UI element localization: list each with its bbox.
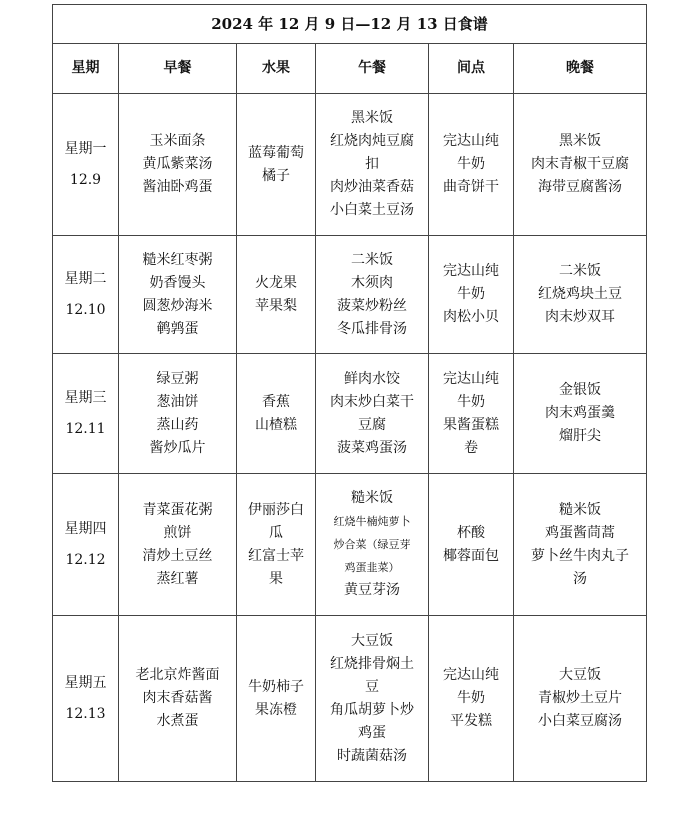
fruit-item: 苹果梨 [255, 297, 297, 314]
lunch-item: 小白菜土豆汤 [330, 202, 414, 218]
snack-item: 完达山纯 [443, 263, 499, 279]
breakfast-item: 玉米面条 [149, 133, 206, 149]
lunch-item: 大豆饭 [351, 632, 393, 649]
snack-item: 卷 [464, 439, 478, 456]
lunch-item: 菠菜炒粉丝 [337, 297, 407, 314]
lunch-item: 豆 [365, 678, 379, 695]
fruit-item: 香蕉 [262, 393, 290, 410]
fruit-item: 果 [269, 570, 283, 587]
fruit-cell [237, 354, 316, 474]
lunch-item: 冬瓜排骨汤 [337, 320, 407, 337]
breakfast-cell [119, 354, 237, 474]
breakfast-item: 黄瓜紫菜汤 [142, 156, 213, 172]
snack-item: 平发糕 [450, 713, 492, 729]
weekday-cell [53, 94, 119, 236]
lunch-cell [316, 616, 429, 782]
fruit-item: 蓝莓葡萄 [248, 144, 304, 161]
breakfast-item: 葱油饼 [156, 393, 199, 410]
snack-item: 牛奶 [457, 156, 485, 172]
fruit-item: 红富士苹 [248, 547, 304, 564]
breakfast-item: 煎饼 [163, 524, 192, 541]
header-lunch: 午餐 [316, 44, 429, 94]
dinner-item: 汤 [573, 570, 587, 587]
date-label: 12.10 [65, 301, 106, 318]
dinner-item: 小白菜豆腐汤 [538, 713, 622, 729]
breakfast-item: 奶香馒头 [149, 274, 206, 291]
snack-item: 牛奶 [457, 393, 485, 410]
lunch-item: 鲜肉水饺 [344, 370, 400, 387]
fruit-cell [237, 236, 316, 354]
menu-row [53, 236, 647, 354]
snack-cell [429, 94, 514, 236]
snack-item: 果酱蛋糕 [443, 416, 499, 433]
fruit-cell [237, 616, 316, 782]
snack-item: 肉松小贝 [443, 309, 499, 325]
lunch-item: 菠菜鸡蛋汤 [337, 439, 407, 456]
dinner-item: 大豆饭 [559, 667, 601, 683]
dinner-item: 萝卜丝牛肉丸子 [531, 547, 629, 564]
breakfast-cell [119, 616, 237, 782]
dinner-item: 糙米饭 [559, 501, 601, 518]
fruit-item: 橘子 [262, 167, 290, 184]
date-label: 12.9 [69, 171, 102, 188]
breakfast-item: 青菜蛋花粥 [142, 501, 213, 518]
date-label: 12.12 [65, 551, 106, 568]
dinner-cell [514, 94, 647, 236]
weekday-label: 星期五 [64, 674, 107, 691]
weekday-label: 星期二 [64, 270, 107, 287]
dinner-item: 肉末炒双耳 [545, 309, 615, 325]
lunch-item: 鸡蛋韭菜） [344, 561, 400, 574]
dinner-cell [514, 236, 647, 354]
lunch-item: 黑米饭 [351, 110, 393, 126]
fruit-item: 果冻橙 [255, 701, 297, 718]
lunch-item: 二米饭 [351, 251, 393, 268]
weekday-cell [53, 616, 119, 782]
breakfast-item: 清炒土豆丝 [142, 547, 213, 564]
dinner-item: 红烧鸡块土豆 [538, 286, 622, 302]
lunch-item: 红烧牛楠炖萝卜 [333, 515, 411, 528]
lunch-item: 炒合菜（绿豆芽 [333, 538, 411, 551]
weekday-label: 星期一 [64, 140, 107, 157]
breakfast-cell [119, 236, 237, 354]
breakfast-item: 绿豆粥 [156, 370, 199, 387]
lunch-item: 木须肉 [351, 274, 393, 291]
lunch-item: 豆腐 [358, 416, 386, 433]
weekday-cell [53, 474, 119, 616]
snack-cell [429, 616, 514, 782]
fruit-item: 火龙果 [255, 274, 297, 291]
breakfast-item: 酱油卧鸡蛋 [142, 179, 213, 195]
lunch-item: 黄豆芽汤 [344, 582, 400, 598]
fruit-cell [237, 94, 316, 236]
menu-table [52, 4, 647, 782]
breakfast-item: 圆葱炒海米 [142, 297, 213, 314]
lunch-item: 糙米饭 [351, 490, 393, 506]
lunch-cell [316, 354, 429, 474]
lunch-item: 红烧肉炖豆腐 [330, 133, 414, 149]
fruit-cell [237, 474, 316, 616]
lunch-cell [316, 236, 429, 354]
snack-cell [429, 354, 514, 474]
breakfast-item: 糙米红枣粥 [142, 251, 213, 268]
lunch-item: 扣 [365, 156, 379, 172]
fruit-item: 伊丽莎白 [248, 501, 304, 518]
breakfast-item: 肉末香菇酱 [142, 690, 213, 706]
breakfast-item: 蒸红薯 [156, 570, 199, 587]
weekday-cell [53, 236, 119, 354]
header-snack: 间点 [429, 44, 514, 94]
menu-row [53, 474, 647, 616]
dinner-item: 海带豆腐酱汤 [538, 179, 622, 195]
header-dinner: 晚餐 [514, 44, 647, 94]
dinner-item: 金银饭 [559, 382, 601, 398]
breakfast-cell [119, 94, 237, 236]
dinner-cell [514, 354, 647, 474]
snack-cell [429, 236, 514, 354]
dinner-cell [514, 474, 647, 616]
dinner-item: 二米饭 [559, 263, 601, 279]
snack-item: 牛奶 [457, 286, 485, 302]
fruit-item: 瓜 [269, 524, 283, 541]
lunch-item: 角瓜胡萝卜炒 [330, 701, 414, 718]
date-label: 12.13 [65, 705, 106, 722]
menu-row [53, 354, 647, 474]
snack-item: 完达山纯 [443, 133, 499, 149]
header-row [53, 44, 647, 94]
breakfast-item: 鹌鹑蛋 [156, 320, 199, 337]
breakfast-item: 蒸山药 [156, 416, 199, 433]
dinner-item: 肉末鸡蛋羹 [545, 405, 615, 421]
snack-item: 完达山纯 [443, 370, 499, 387]
menu-row [53, 616, 647, 782]
snack-cell [429, 474, 514, 616]
fruit-item: 山楂糕 [255, 416, 297, 433]
snack-item: 曲奇饼干 [443, 179, 499, 195]
lunch-item: 时蔬菌菇汤 [337, 747, 407, 764]
snack-item: 完达山纯 [443, 667, 499, 683]
lunch-item: 红烧排骨焖土 [330, 655, 414, 672]
breakfast-item: 水煮蛋 [156, 713, 199, 729]
weekday-cell [53, 354, 119, 474]
fruit-item: 牛奶柿子 [248, 678, 304, 695]
breakfast-item: 老北京炸酱面 [135, 667, 220, 683]
dinner-item: 青椒炒土豆片 [538, 690, 622, 706]
menu-row [53, 94, 647, 236]
dinner-item: 黑米饭 [559, 133, 601, 149]
dinner-cell [514, 616, 647, 782]
weekday-label: 星期三 [64, 389, 107, 406]
lunch-cell [316, 94, 429, 236]
lunch-item: 鸡蛋 [358, 724, 386, 741]
lunch-cell [316, 474, 429, 616]
breakfast-cell [119, 474, 237, 616]
lunch-item: 肉炒油菜香菇 [330, 179, 414, 195]
header-fruit: 水果 [237, 44, 316, 94]
dinner-item: 鸡蛋酱茼蒿 [545, 524, 615, 541]
snack-item: 杯酸 [457, 524, 485, 541]
header-breakfast: 早餐 [119, 44, 237, 94]
dinner-item: 肉末青椒干豆腐 [531, 156, 629, 172]
snack-item: 牛奶 [457, 690, 485, 706]
snack-item: 椰蓉面包 [443, 547, 499, 564]
dinner-item: 熘肝尖 [559, 428, 601, 444]
weekday-label: 星期四 [64, 520, 107, 537]
lunch-item: 肉末炒白菜干 [330, 393, 414, 410]
header-weekday: 星期 [53, 44, 119, 94]
date-label: 12.11 [65, 420, 106, 437]
page-title: 2024 年 12 月 9 日—12 月 13 日食谱 [53, 5, 647, 44]
breakfast-item: 酱炒瓜片 [149, 439, 206, 456]
